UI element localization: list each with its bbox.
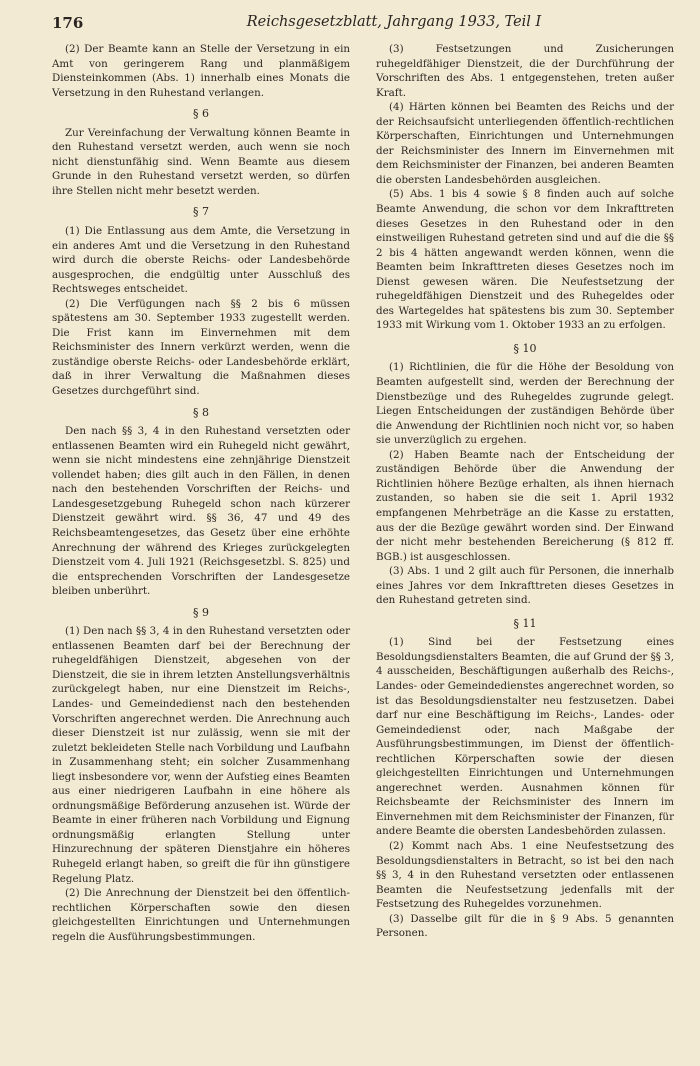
page-header [52, 14, 676, 38]
paragraph: (2) Haben Beamte nach der Entscheidung der zuständigen Behörde über die Anwendung der Richtlinien höhere Bezüge erhalten, als ihnen hiernach zustanden, so haben sie die seit 1. April 1932 empfangenen Mehrbeträge an die Kasse zu erstatten, aus der die Bezüge gewährt worden sind. Der Einwand der nicht mehr bestehenden Bereicherung (§ 812 ff. BGB.) ist ausgeschlossen. [376, 448, 674, 563]
paragraph: (3) Abs. 1 und 2 gilt auch für Personen, die innerhalb eines Jahres vor dem Inkrafttreten dieses Gesetzes in den Ruhestand getreten sind. [376, 565, 674, 607]
right-column [376, 42, 674, 944]
paragraph: (2) Der Beamte kann an Stelle der Versetzung in ein Amt von geringerem Rang und planmäßigem Diensteinkommen (Abs. 1) innerhalb eines Monats die Versetzung in den Ruhestand verlangen. [52, 43, 350, 99]
text-columns [52, 42, 676, 944]
paragraph: (1) Den nach §§ 3, 4 in den Ruhestand versetzten oder entlassenen Beamten darf bei der Berechnung der ruhegeldfähigen Dienstzeit, abgesehen von der Dienstzeit, die sie in ihrem letzten Anstellungsverhältnis zurückgelegt haben, nur eine Dienstzeit im Reichs-, Landes- und Gemeindedienst nach den bestehenden Vorschriften angerechnet werden. Die Anrechnung auch dieser Dienstzeit ist nur zulässig, wenn sie mit der zuletzt bekleideten Stelle nach Vorbildung und Laufbahn in Zusammenhang steht; ein solcher Zusammenhang liegt insbesondere vor, wenn der Aufstieg eines Beamten aus einer niedrigeren Laufbahn in eine höhere als ordnungsmäßige Beförderung anzusehen ist. Würde der Beamte in einer früheren nach Vorbildung und Eignung ordnungsmäßig erlangten Stellung unter Hinzurechnung der späteren Dienstjahre ein höheres Ruhegeld erlangt haben, so greift die für ihn günstigere Regelung Platz. [52, 625, 350, 885]
paragraph: (2) Die Anrechnung der Dienstzeit bei den öffentlich-rechtlichen Körperschaften sowie den diesen gleichgestellten Einrichtungen und Unternehmungen regeln die Ausführungsbestimmungen. [52, 887, 350, 943]
paragraph: (3) Festsetzungen und Zusicherungen ruhegeldfähiger Dienstzeit, die der Durchführung der Vorschriften des Abs. 1 entgegenstehen, treten außer Kraft. [376, 43, 674, 99]
paragraph: (2) Die Verfügungen nach §§ 2 bis 6 müssen spätestens am 30. September 1933 zugestellt werden. Die Frist kann im Einvernehmen mit dem Reichsminister des Innern verkürzt werden, wenn die zuständige oberste Reichs- oder Landesbehörde erklärt, daß in ihrer Verwaltung die Maßnahmen dieses Gesetzes durchgeführt sind. [52, 297, 350, 398]
paragraph: (1) Richtlinien, die für die Höhe der Besoldung von Beamten aufgestellt sind, werden der Berechnung der Dienstbezüge und des Ruhegeldes zugrunde gelegt. Liegen Entscheidungen der zuständigen Behörde über die Anwendung der Richtlinien noch nicht vor, so haben sie unverzüglich zu ergehen. [376, 361, 674, 447]
paragraph: (1) Sind bei der Festsetzung eines Besoldungsdienstalters Beamten, die auf Grund der §§ 3, 4 ausscheiden, Beschäftigungen außerhalb des Reichs-, Landes- oder Gemeindedienstes angerechnet worden, so ist das Besoldungsdienstalter neu festzusetzen. Dabei darf nur eine Beschäftigung im Reichs-, Landes- oder Gemeindedienst oder, nach Maßgabe der Ausführungsbestimmungen, im Dienst der öffentlich-rechtlichen Körperschaften sowie der diesen gleichgestellten Einrichtungen und Unternehmungen angerechnet werden. Ausnahmen können für Reichsbeamte der Reichsminister des Innern im Einvernehmen mit dem Reichsminister der Finanzen, für andere Beamte die obersten Landesbehörden zulassen. [376, 636, 674, 838]
section-heading: § 7 [193, 205, 209, 219]
paragraph: Zur Vereinfachung der Verwaltung können Beamte in den Ruhestand versetzt werden, auch wenn sie noch nicht dienstunfähig sind. Wenn Beamte aus diesem Grunde in den Ruhestand versetzt werden, so dürfen ihre Stellen nicht mehr besetzt werden. [52, 126, 350, 197]
running-title: Reichsgesetzblatt, Jahrgang 1933, Teil I [246, 14, 542, 30]
left-column [52, 42, 350, 944]
section-heading: § 6 [193, 107, 209, 121]
section-heading: § 9 [193, 605, 209, 619]
section-heading: § 11 [513, 616, 537, 630]
section-heading: § 10 [513, 341, 537, 355]
paragraph: Den nach §§ 3, 4 in den Ruhestand versetzten oder entlassenen Beamten wird ein Ruhegeld nicht gewährt, wenn sie nicht mindestens eine zehnjährige Dienstzeit vollendet haben; dies gilt auch in den Fällen, in denen nach den bestehenden Vorschriften der Reichs- und Landesgesetzgebung Ruhegeld schon nach kürzerer Dienstzeit gewährt wird. §§ 36, 47 und 49 des Reichsbeamtengesetzes, das Gesetz über eine erhöhte Anrechnung der während des Krieges zurückgelegten Dienstzeit vom 4. Juli 1921 (Reichsgesetzbl. S. 825) und die entsprechenden Vorschriften der Landesgesetze bleiben unberührt. [52, 425, 350, 598]
paragraph: (1) Die Entlassung aus dem Amte, die Versetzung in ein anderes Amt und die Versetzung in den Ruhestand wird durch die oberste Reichs- oder Landesbehörde ausgesprochen, die endgültig unter Ausschluß des Rechtsweges entscheidet. [52, 225, 350, 296]
paragraph: (3) Dasselbe gilt für die in § 9 Abs. 5 genannten Personen. [376, 912, 674, 940]
paragraph: (2) Kommt nach Abs. 1 eine Neufestsetzung des Besoldungsdienstalters in Betracht, so ist bei den nach §§ 3, 4 in den Ruhestand versetzten oder entlassenen Beamten die Neufestsetzung jedenfalls mit der Festsetzung des Ruhegeldes vorzunehmen. [376, 839, 674, 911]
paragraph: (5) Abs. 1 bis 4 sowie § 8 finden auch auf solche Beamte Anwendung, die schon vor dem Inkrafttreten dieses Gesetzes in den Ruhestand oder in den einstweiligen Ruhestand getreten sind und auf die die §§ 2 bis 4 hätten angewandt werden können, wenn die Beamten beim Inkrafttreten dieses Gesetzes noch im Dienst gewesen wären. Die Neufestsetzung der ruhegeldfähigen Dienstzeit und des Ruhegeldes oder des Wartegeldes hat spätestens bis zum 30. September 1933 mit Wirkung vom 1. Oktober 1933 an zu erfolgen. [376, 188, 674, 332]
section-heading: § 8 [193, 405, 209, 419]
page-number: 176 [52, 14, 84, 32]
paragraph: (4) Härten können bei Beamten des Reichs und der der Reichsaufsicht unterliegenden öffentlich-rechtlichen Körperschaften, Einrichtungen und Unternehmungen der Reichsminister des Innern im Einvernehmen mit dem Reichsminister der Finanzen, bei anderen Beamten die obersten Landesbehörden ausgleichen. [376, 101, 674, 186]
